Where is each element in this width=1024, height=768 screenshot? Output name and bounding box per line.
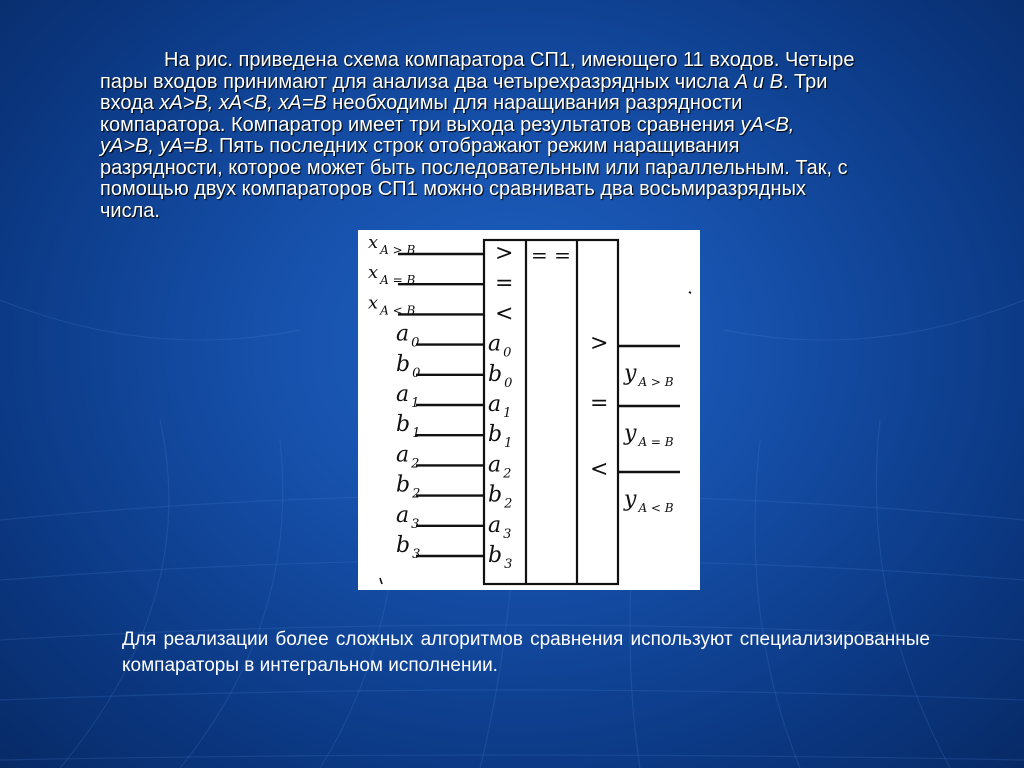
- paragraph-italic: xA>B, xA<B, xA=B: [159, 92, 327, 114]
- output-label: y $_{A = B}$: [624, 421, 674, 449]
- paragraph-line: На рис. приведена схема компаратора СП1, имеющего 11 входов. Четыре: [164, 49, 855, 71]
- paragraph-line: числа.: [100, 199, 160, 222]
- output-pin: [590, 391, 680, 449]
- paragraph-line: пары входов принимают для анализа два четырехразрядных числа: [100, 70, 735, 93]
- input-function-label: =: [495, 271, 514, 297]
- input-pin: [396, 503, 511, 542]
- input-label: b $_0$: [396, 351, 421, 381]
- input-inner-label: a $_3$: [488, 512, 512, 542]
- input-label: a $_1$: [396, 382, 420, 411]
- paragraph-italic: yA>B, yA=B: [100, 135, 208, 157]
- input-inner-label: b $_2$: [488, 482, 513, 512]
- input-label: x $_{A > B}$: [368, 232, 416, 257]
- input-inner-label: a $_0$: [488, 331, 512, 361]
- input-inner-label: a $_1$: [488, 392, 512, 421]
- input-label: b $_3$: [396, 533, 421, 562]
- output-pin: [590, 331, 680, 389]
- paragraph-line: необходимы для наращивания разрядности: [326, 92, 743, 114]
- input-pin: [368, 232, 513, 266]
- input-label: b $_1$: [396, 412, 421, 442]
- input-pin: [396, 352, 512, 391]
- input-label: x $_{A < B}$: [368, 292, 416, 318]
- output-function-label: >: [590, 331, 609, 356]
- input-inner-label: b $_0$: [488, 361, 513, 391]
- input-pin: [396, 533, 512, 572]
- input-function-label: >: [495, 241, 514, 266]
- output-function-label: <: [590, 457, 609, 482]
- input-function-label: <: [495, 301, 514, 327]
- comparator-schematic: [358, 230, 700, 590]
- input-pin: [396, 442, 511, 481]
- input-pin: [396, 473, 512, 512]
- paragraph-italic: yA<B,: [740, 113, 795, 136]
- block-header-label: = =: [531, 243, 571, 267]
- input-pin: [396, 322, 511, 361]
- paragraph-line: помощью двух компараторов СП1 можно сравнивать два восьмиразрядных: [100, 178, 806, 200]
- input-pin: [396, 382, 511, 421]
- paragraph-line: . Пять последних строк отображают режим наращивания: [207, 135, 740, 157]
- input-label: b $_2$: [396, 472, 421, 502]
- output-function-label: =: [590, 391, 609, 416]
- input-label: x $_{A = B}$: [368, 262, 416, 288]
- input-pin: [368, 292, 513, 326]
- paragraph-line: . Три: [782, 70, 828, 93]
- input-pin: [396, 412, 512, 451]
- input-inner-label: b $_3$: [488, 543, 513, 572]
- paragraph-line: входа: [100, 92, 160, 114]
- output-pin: [590, 457, 680, 515]
- input-label: a $_3$: [396, 502, 420, 532]
- input-inner-label: b $_1$: [488, 422, 513, 452]
- input-label: a $_0$: [396, 321, 420, 351]
- output-label: y $_{A < B}$: [624, 487, 674, 515]
- conclusion-paragraph: Для реализации более сложных алгоритмов сравнения используют специализированные компараторы в интегральном исполнении.: [122, 629, 930, 676]
- description-paragraph: [100, 50, 962, 222]
- paragraph-italic: A и B: [734, 70, 783, 93]
- paragraph-line: компаратора. Компаратор имеет три выхода результатов сравнения: [100, 113, 741, 136]
- input-inner-label: a $_2$: [488, 452, 512, 482]
- input-label: a $_2$: [396, 442, 420, 472]
- paragraph-line: разрядности, которое может быть последовательным или параллельным. Так, с: [100, 156, 848, 179]
- input-pin: [368, 262, 513, 296]
- output-label: y $_{A > B}$: [624, 361, 674, 389]
